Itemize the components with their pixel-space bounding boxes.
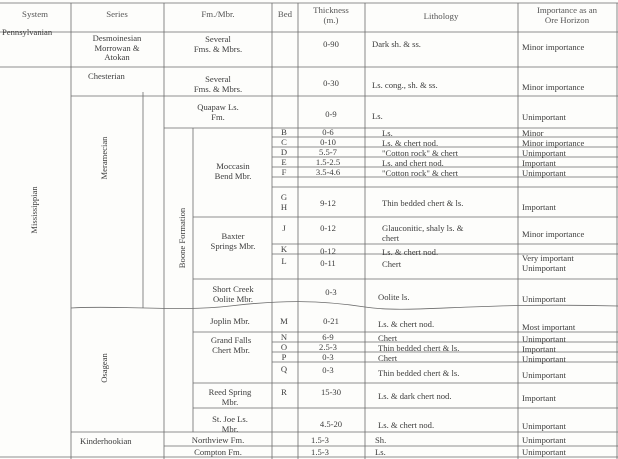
bed-e: E xyxy=(281,157,287,167)
fm-baxter: Baxter Springs Mbr. xyxy=(210,231,256,251)
importance-bed-f: Unimportant xyxy=(522,168,566,178)
thickness-bed-d: 5.5-7 xyxy=(319,147,337,157)
header-thickness: Thickness (m.) xyxy=(313,5,349,25)
header-fm-mbr: Fm./Mbr. xyxy=(201,9,235,19)
lithology-stjoe: Ls. & chert nod. xyxy=(378,420,435,430)
lithology-bed-d: "Cotton rock" & chert xyxy=(382,148,458,158)
fm-several-2: Several Fms. & Mbrs. xyxy=(193,74,243,94)
thickness-bed-e: 1.5-2.5 xyxy=(315,157,341,167)
bed-b: B xyxy=(281,127,287,137)
importance-bed-l: Unimportant xyxy=(522,263,566,273)
lithology-joplin: Ls. & chert nod. xyxy=(378,319,435,329)
lithology-compton: Ls. xyxy=(375,447,386,457)
header-importance: Importance as an Ore Horizon xyxy=(536,5,598,25)
bed-c: C xyxy=(281,137,287,147)
importance-bed-o: Important xyxy=(522,344,556,354)
fm-several-1: Several Fms. & Mbrs. xyxy=(193,34,243,54)
thickness-bed-b: 0-6 xyxy=(322,127,334,137)
thickness-several-1: 0-90 xyxy=(323,39,339,49)
lithology-bed-k: Ls. & chert nod. xyxy=(382,247,439,257)
bed-j: J xyxy=(282,223,286,233)
fm-northview: Northview Fm. xyxy=(191,435,245,445)
bed-d: D xyxy=(280,147,288,157)
series-kinderhookian: Kinderhookian xyxy=(80,436,132,446)
importance-bed-c: Minor importance xyxy=(522,138,585,148)
importance-bed-q: Unimportant xyxy=(522,370,566,380)
thickness-reedspring: 15-30 xyxy=(320,387,342,397)
lithology-bed-e: Ls. and chert nod. xyxy=(382,158,444,168)
lithology-several-1: Dark sh. & ss. xyxy=(372,39,421,49)
fm-compton: Compton Fm. xyxy=(194,447,242,457)
lithology-bed-p: Chert xyxy=(378,353,398,363)
lithology-bed-n: Chert xyxy=(378,333,398,343)
lithology-several-2: Ls. cong., sh. & ss. xyxy=(372,80,438,90)
importance-several-1: Minor importance xyxy=(522,42,585,52)
bed-f: F xyxy=(281,167,287,177)
importance-joplin: Most important xyxy=(522,322,576,332)
lithology-bed-f: "Cotton rock" & chert xyxy=(382,168,458,178)
fm-shortcreek: Short Creek Oolite Mbr. xyxy=(212,284,254,304)
importance-bed-k: Very important xyxy=(522,253,574,263)
importance-quapaw: Unimportant xyxy=(522,112,566,122)
lithology-bed-j: Glauconitic, shaly ls. & chert xyxy=(382,223,464,243)
bed-m: M xyxy=(280,316,288,326)
thickness-bed-k: 0-12 xyxy=(320,246,336,256)
thickness-bed-c: 0-10 xyxy=(320,137,336,147)
lithology-bed-c: Ls. & chert nod. xyxy=(382,138,439,148)
importance-bed-p: Unimportant xyxy=(522,354,566,364)
bed-o: O xyxy=(280,342,288,352)
lithology-shortcreek: Oolite ls. xyxy=(378,292,410,302)
header-lithology: Lithology xyxy=(423,11,459,21)
importance-bed-j: Minor importance xyxy=(522,229,585,239)
bed-r: R xyxy=(281,387,287,397)
lithology-quapaw: Ls. xyxy=(372,111,383,121)
header-bed: Bed xyxy=(277,9,293,19)
thickness-bed-n: 6-9 xyxy=(322,332,334,342)
header-series: Series xyxy=(106,9,128,19)
importance-bed-e: Important xyxy=(522,158,556,168)
lithology-bed-l: Chert xyxy=(382,259,402,269)
thickness-bed-j: 0-12 xyxy=(320,223,336,233)
importance-bed-gh: Important xyxy=(522,202,556,212)
importance-northview: Unimportant xyxy=(522,435,566,445)
lithology-bed-gh: Thin bedded chert & ls. xyxy=(382,198,464,208)
thickness-bed-gh: 9-12 xyxy=(320,198,336,208)
lithology-reedspring: Ls. & dark chert nod. xyxy=(378,391,452,401)
thickness-several-2: 0-30 xyxy=(323,78,339,88)
bed-gh: G H xyxy=(280,192,288,212)
fm-joplin: Joplin Mbr. xyxy=(210,316,250,326)
formation-boone: Boone Formation xyxy=(177,207,187,269)
header-system: System xyxy=(22,9,48,19)
thickness-bed-p: 0-3 xyxy=(322,352,334,362)
thickness-compton: 1.5-3 xyxy=(311,447,329,457)
series-desmoinesian: Desmoinesian Morrowan & Atokan xyxy=(92,33,142,63)
thickness-bed-f: 3.5-4.6 xyxy=(315,167,341,177)
lithology-bed-q: Thin bedded chert & ls. xyxy=(378,368,460,378)
bed-n: N xyxy=(280,332,288,342)
thickness-bed-o: 2.5-3 xyxy=(319,342,337,352)
thickness-quapaw: 0-9 xyxy=(325,109,337,119)
importance-stjoe: Unimportant xyxy=(522,421,566,431)
thickness-northview: 1.5-3 xyxy=(311,435,329,445)
lithology-bed-b: Ls. xyxy=(382,128,393,138)
importance-reedspring: Important xyxy=(522,393,556,403)
lithology-northview: Sh. xyxy=(375,435,387,445)
bed-l: L xyxy=(281,256,287,266)
thickness-bed-q: 0-3 xyxy=(322,365,334,375)
series-osagean: Osagean xyxy=(99,353,109,383)
bed-k: K xyxy=(280,244,288,254)
importance-bed-d: Unimportant xyxy=(522,148,566,158)
thickness-shortcreek: 0-3 xyxy=(325,287,337,297)
system-mississippian: Mississippian xyxy=(29,186,39,234)
bed-p: P xyxy=(281,352,287,362)
fm-reedspring: Reed Spring Mbr. xyxy=(208,387,252,407)
lithology-bed-o: Thin bedded chert & ls. xyxy=(378,343,460,353)
series-meramecian: Meramecian xyxy=(99,136,109,180)
series-chesterian: Chesterian xyxy=(88,71,125,81)
importance-bed-b: Minor xyxy=(522,128,544,138)
fm-stjoe: St. Joe Ls. Mbr. xyxy=(212,414,248,434)
thickness-stjoe: 4.5-20 xyxy=(319,419,343,429)
importance-compton: Unimportant xyxy=(522,447,566,457)
bed-q: Q xyxy=(280,364,288,374)
importance-bed-n: Unimportant xyxy=(522,334,566,344)
importance-shortcreek: Unimportant xyxy=(522,294,566,304)
importance-several-2: Minor importance xyxy=(522,82,585,92)
fm-grandfalls: Grand Falls Chert Mbr. xyxy=(210,335,252,355)
fm-quapaw: Quapaw Ls. Fm. xyxy=(197,102,239,122)
fm-moccasin: Moccasin Bend Mbr. xyxy=(214,161,252,181)
system-pennsylvanian: Pennsylvanian xyxy=(2,27,53,37)
thickness-bed-l: 0-11 xyxy=(320,258,336,268)
thickness-joplin: 0-21 xyxy=(323,316,339,326)
